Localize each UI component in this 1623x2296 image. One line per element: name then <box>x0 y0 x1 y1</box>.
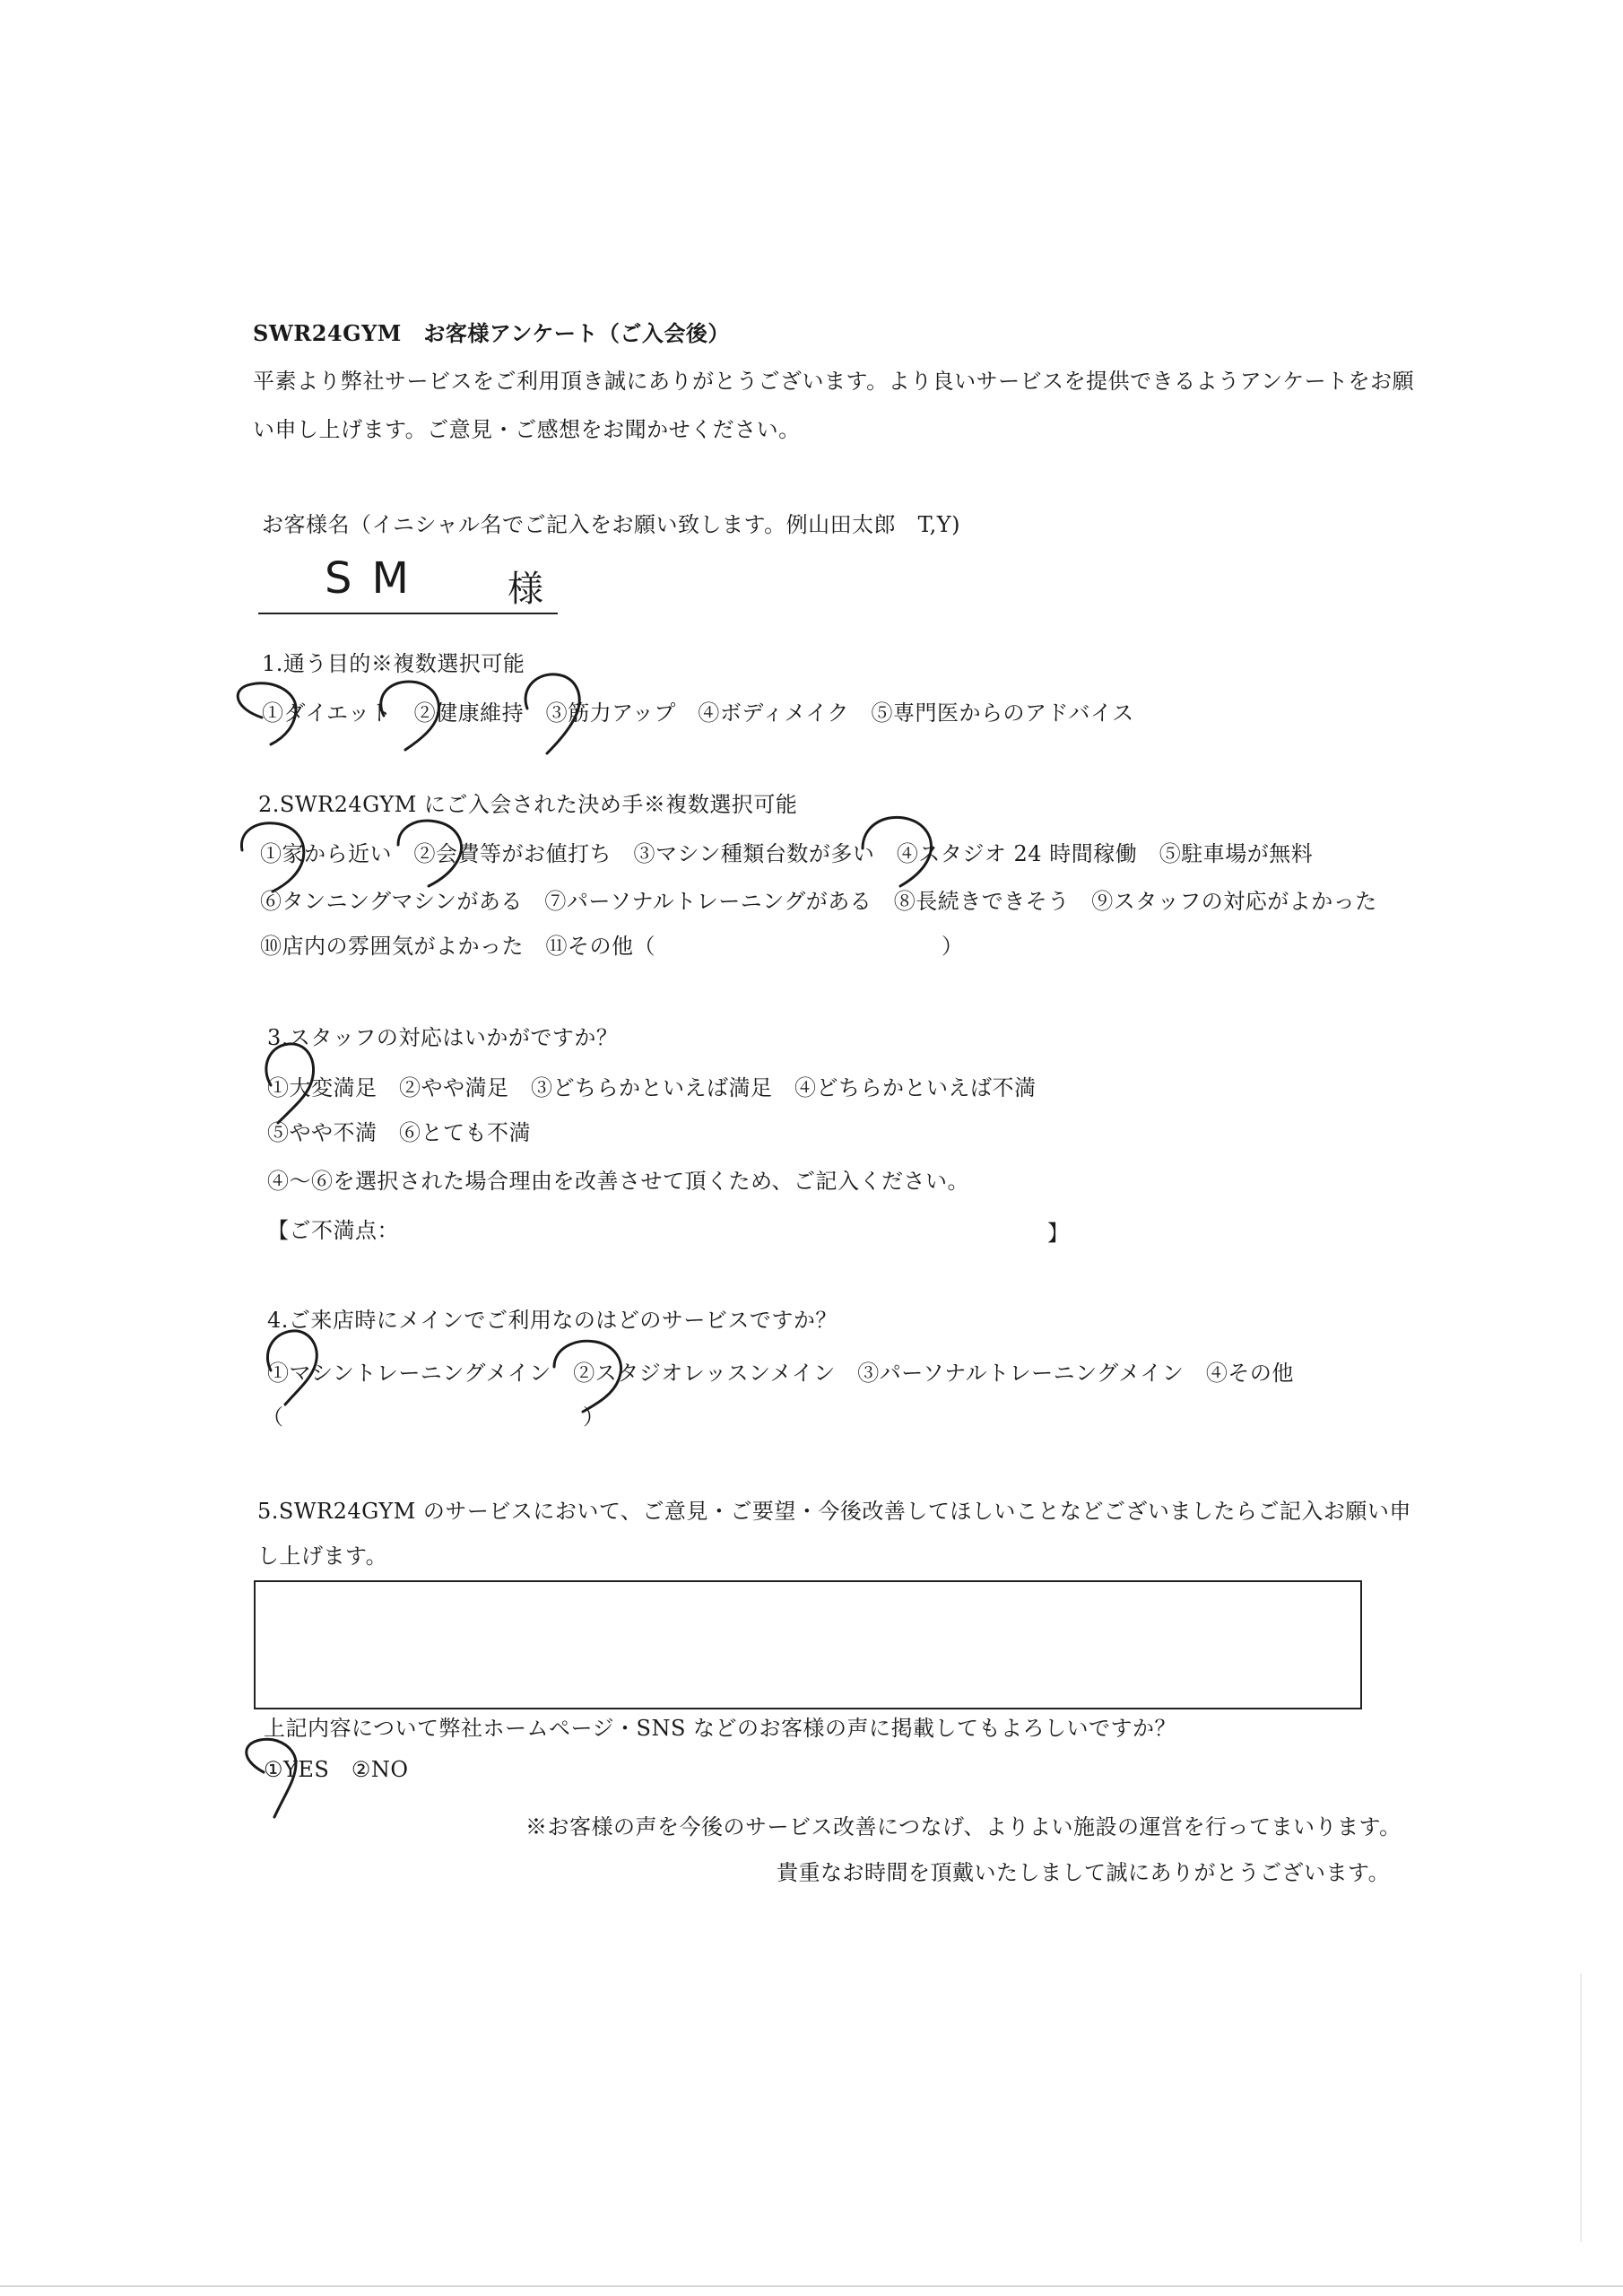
q3-complaint-label: 【ご不満点： <box>267 1218 399 1243</box>
q4-heading: 4.ご来店時にメインでご利用なのはどのサービスですか？ <box>267 1308 838 1333</box>
q2-heading: 2.SWR24GYM にご入会された決め手※複数選択可能 <box>258 792 798 817</box>
q5-heading-line-2: し上げます。 <box>257 1544 388 1569</box>
q4-options: ①マシントレーニングメイン ②スタジオレッスンメイン ③パーソナルトレーニングメイン ④その他 <box>267 1361 1294 1386</box>
q4-other-close: ） <box>583 1405 605 1430</box>
customer-name-underline <box>258 613 558 614</box>
scan-edge-right <box>1580 1973 1582 2242</box>
q1-heading: 1.通う目的※複数選択可能 <box>262 651 525 676</box>
survey-title: SWR24GYM お客様アンケート（ご入会後） <box>253 320 730 346</box>
intro-line-2: い申し上げます。ご意見・ご感想をお聞かせください。 <box>253 417 801 442</box>
q3-heading: 3.スタッフの対応はいかがですか？ <box>267 1025 619 1050</box>
q3-options-row-2: ⑤やや不満 ⑥とても不満 <box>267 1120 531 1145</box>
q3-note: ④～⑥を選択された場合理由を改善させて頂くため、ご記入ください。 <box>267 1169 970 1194</box>
publish-question: 上記内容について弊社ホームページ・SNS などのお客様の声に掲載してもよろしいですか？ <box>264 1716 1177 1741</box>
q5-heading-line-1: 5.SWR24GYM のサービスにおいて、ご意見・ご要望・今後改善してほしいことなどございましたらご記入お願い申 <box>257 1499 1411 1524</box>
footer-note: ※お客様の声を今後のサービス改善につなげ、よりよい施設の運営を行ってまいります。 <box>525 1814 1402 1839</box>
q2-options-row-2: ⑥タンニングマシンがある ⑦パーソナルトレーニングがある ⑧長続きできそう ⑨スタッフの対応がよかった <box>260 889 1377 914</box>
q2-options-row-3: ⑩店内の雰囲気がよかった ⑪その他（ <box>260 934 655 959</box>
intro-line-1: 平素より弊社サービスをご利用頂き誠にありがとうございます。より良いサービスを提供できるようアンケートをお願 <box>253 369 1415 394</box>
scan-edge-bottom <box>0 2285 1623 2287</box>
customer-honorific: 様 <box>508 569 544 610</box>
customer-name-label: お客様名（イニシャル名でご記入をお願い致します。例山田太郎 T,Y) <box>262 512 960 537</box>
q3-options-row-1: ①大変満足 ②やや満足 ③どちらかといえば満足 ④どちらかといえば不満 <box>267 1075 1037 1100</box>
q4-other-open: （ <box>262 1405 284 1430</box>
publish-options: ①YES ②NO <box>264 1757 409 1782</box>
q2-other-close: ） <box>942 934 964 959</box>
footer-thanks: 貴重なお時間を頂戴いたしまして誠にありがとうございます。 <box>777 1860 1391 1885</box>
q3-complaint-close: 】 <box>1047 1221 1070 1246</box>
q5-comment-box[interactable] <box>254 1580 1362 1709</box>
customer-initials: SM <box>325 553 429 604</box>
q2-options-row-1: ①家から近い ②会費等がお値打ち ③マシン種類台数が多い ④スタジオ 24 時間稼働 ⑤駐車場が無料 <box>260 841 1314 866</box>
q1-options: ①ダイエット ②健康維持 ③筋力アップ ④ボディメイク ⑤専門医からのアドバイス <box>262 700 1134 726</box>
